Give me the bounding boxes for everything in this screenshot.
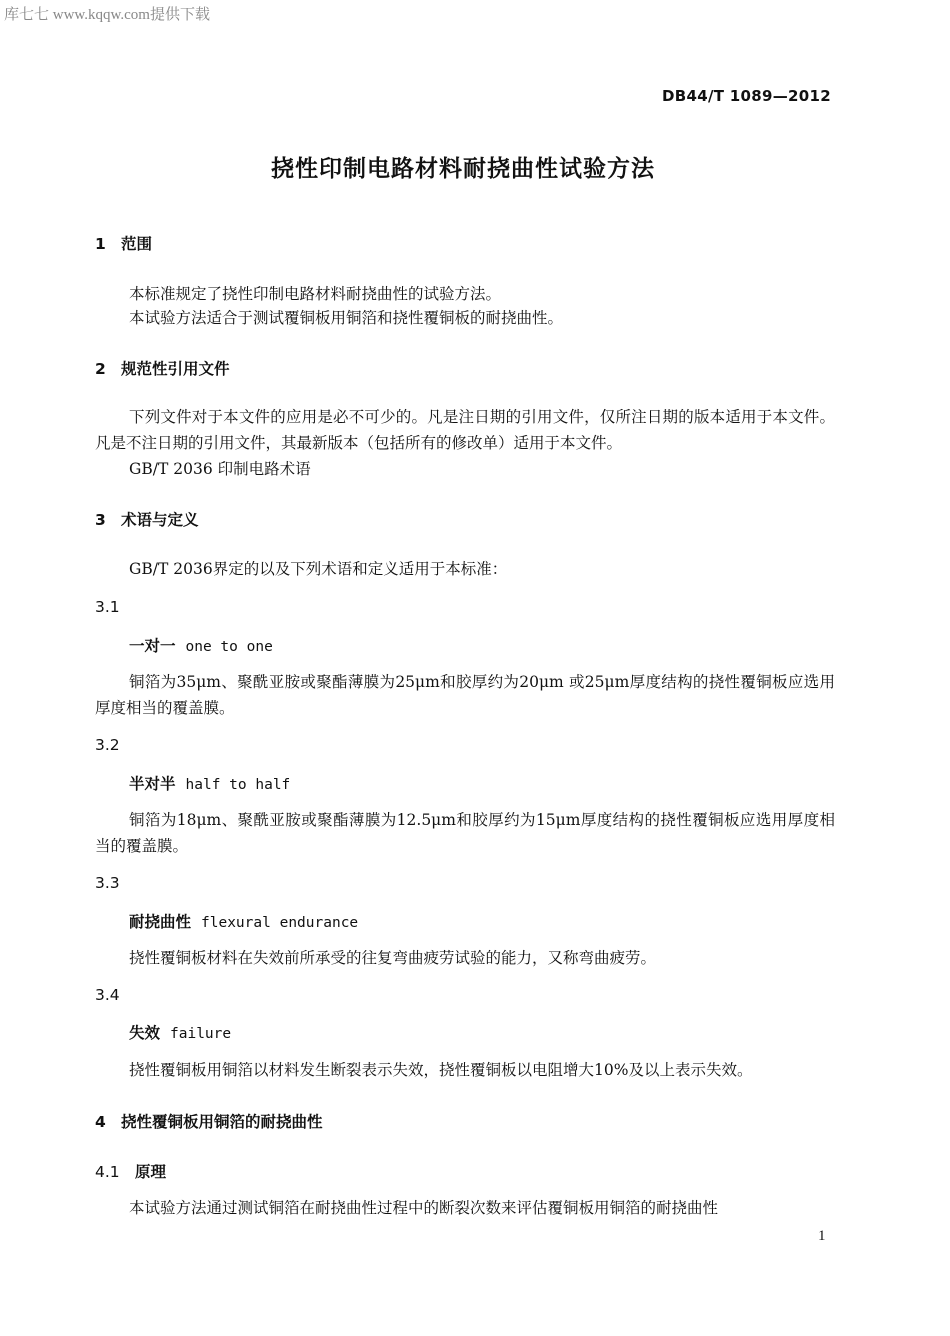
section-2-heading <box>95 357 230 379</box>
section-number: 4 <box>95 1113 106 1131</box>
subsection-number: 4.1 <box>95 1163 120 1181</box>
term-en: failure <box>170 1026 232 1042</box>
term-number: 3.2 <box>95 736 120 754</box>
term-definition: 挠性覆铜板材料在失效前所承受的往复弯曲疲劳试验的能力，又称弯曲疲劳。 <box>129 949 657 967</box>
term-number: 3.4 <box>95 986 120 1004</box>
section-3-heading <box>95 508 199 530</box>
term-en: half to half <box>185 777 291 793</box>
page-number: 1 <box>818 1228 826 1244</box>
term-definition: 铜箔为18μm、聚酰亚胺或聚酯薄膜为12.5μm和胶厚约为15μm厚度结构的挠性覆铜板应选用厚度相当的覆盖膜。 <box>95 811 835 855</box>
term-heading <box>129 910 358 932</box>
page-title: 挠性印制电路材料耐挠曲性试验方法 <box>271 156 655 182</box>
term-zh: 耐挠曲性 <box>129 913 192 931</box>
section-number: 1 <box>95 235 106 253</box>
term-heading <box>129 772 290 794</box>
section-1-line-2: 本试验方法适合于测试覆铜板用铜箔和挠性覆铜板的耐挠曲性。 <box>129 309 564 327</box>
section-1-heading <box>95 232 152 254</box>
term-number: 3.3 <box>95 874 120 892</box>
term-en: flexural endurance <box>201 915 359 931</box>
section-4-heading <box>95 1110 323 1132</box>
term-zh: 一对一 <box>129 637 176 655</box>
section-2-paragraph: 下列文件对于本文件的应用是必不可少的。凡是注日期的引用文件，仅所注日期的版本适用于本文件。凡是不注日期的引用文件，其最新版本（包括所有的修改单）适用于本文件。 <box>95 408 835 452</box>
section-number: 2 <box>95 360 106 378</box>
section-title: 术语与定义 <box>121 511 199 529</box>
section-1-line-1: 本标准规定了挠性印制电路材料耐挠曲性的试验方法。 <box>129 285 502 303</box>
section-number: 3 <box>95 511 106 529</box>
term-definition: 挠性覆铜板用铜箔以材料发生断裂表示失效，挠性覆铜板以电阻增大10%及以上表示失效。 <box>129 1061 753 1079</box>
section-title: 挠性覆铜板用铜箔的耐挠曲性 <box>121 1113 323 1131</box>
subsection-title: 原理 <box>135 1163 167 1181</box>
document-code: DB44/T 1089—2012 <box>662 87 831 105</box>
subsection-4-1-text: 本试验方法通过测试铜箔在耐挠曲性过程中的断裂次数来评估覆铜板用铜箔的耐挠曲性 <box>129 1199 719 1217</box>
term-zh: 失效 <box>129 1024 161 1042</box>
section-title: 范围 <box>121 235 153 253</box>
term-definition: 铜箔为35μm、聚酰亚胺或聚酯薄膜为25μm和胶厚约为20μm 或25μm厚度结构的挠性覆铜板应选用厚度相当的覆盖膜。 <box>95 673 835 717</box>
term-heading <box>129 634 273 656</box>
term-en: one to one <box>185 639 273 655</box>
term-zh: 半对半 <box>129 775 176 793</box>
section-3-intro: GB/T 2036界定的以及下列术语和定义适用于本标准： <box>129 560 508 578</box>
section-title: 规范性引用文件 <box>121 360 230 378</box>
subsection-4-1-heading <box>95 1160 166 1182</box>
watermark-text: 库七七 www.kqqw.com提供下载 <box>4 7 210 23</box>
reference-entry: GB/T 2036 印制电路术语 <box>129 460 311 478</box>
term-heading <box>129 1021 231 1043</box>
term-number: 3.1 <box>95 598 120 616</box>
